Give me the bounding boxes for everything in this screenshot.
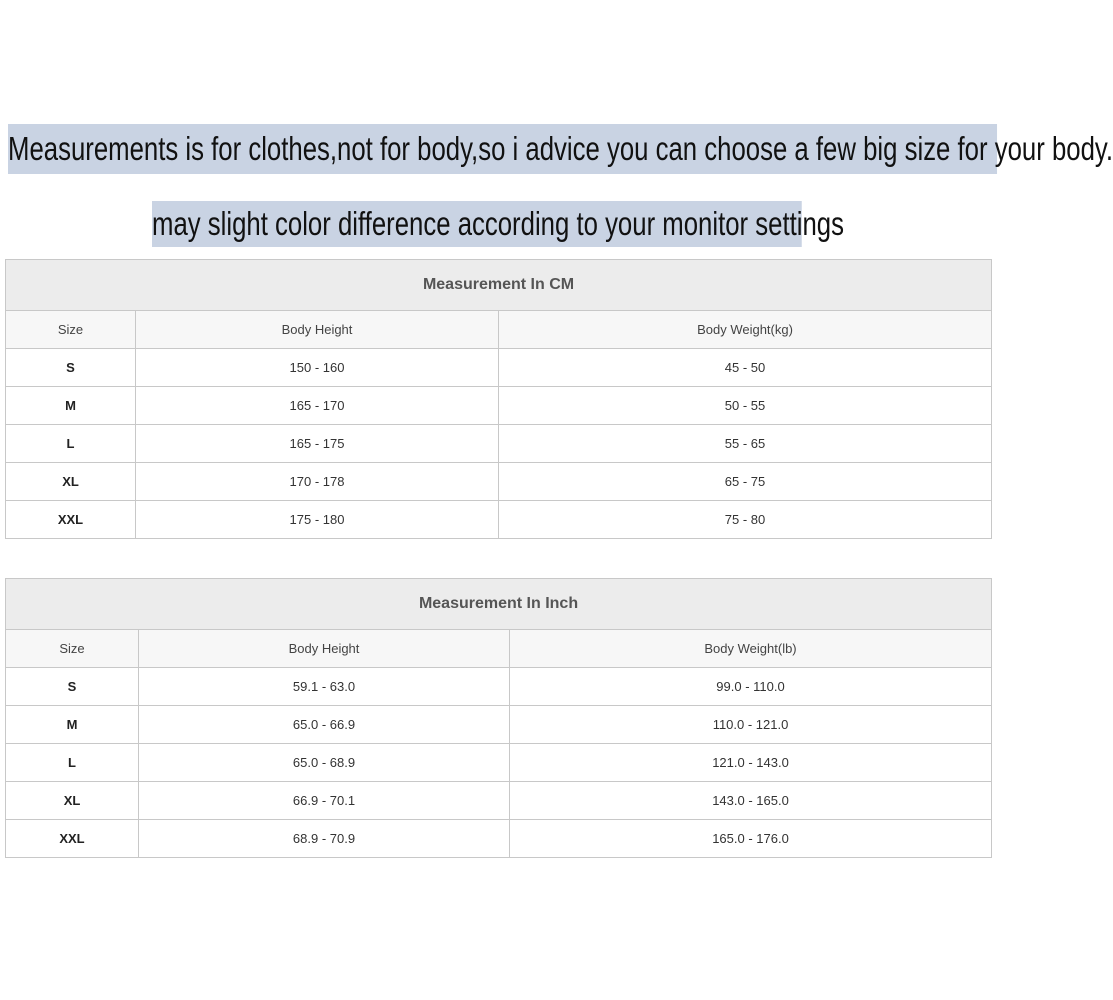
- body-weight-cell: 75 - 80: [499, 501, 992, 539]
- table-row: [6, 501, 992, 539]
- body-height-cell: 165 - 170: [136, 387, 499, 425]
- measurement-inch-table: [5, 578, 992, 858]
- size-cell: XXL: [6, 501, 136, 539]
- table-row: [6, 782, 992, 820]
- body-weight-cell: 65 - 75: [499, 463, 992, 501]
- table-row: [6, 387, 992, 425]
- column-header-body-weight: Body Weight(kg): [499, 311, 992, 349]
- size-cell: XL: [6, 463, 136, 501]
- table-row: [6, 349, 992, 387]
- body-weight-cell: 99.0 - 110.0: [510, 668, 992, 706]
- body-height-cell: 65.0 - 68.9: [139, 744, 510, 782]
- body-weight-cell: 110.0 - 121.0: [510, 706, 992, 744]
- body-weight-cell: 121.0 - 143.0: [510, 744, 992, 782]
- body-weight-cell: 165.0 - 176.0: [510, 820, 992, 858]
- column-header-body-weight: Body Weight(lb): [510, 630, 992, 668]
- color-difference-note: may slight color difference according to your monitor settings: [152, 201, 802, 247]
- size-cell: S: [6, 668, 139, 706]
- measurement-cm-table: [5, 259, 992, 539]
- column-header-body-height: Body Height: [136, 311, 499, 349]
- table-header-row: [6, 311, 992, 349]
- size-cell: L: [6, 425, 136, 463]
- body-height-cell: 68.9 - 70.9: [139, 820, 510, 858]
- table-row: [6, 463, 992, 501]
- body-weight-cell: 45 - 50: [499, 349, 992, 387]
- size-cell: S: [6, 349, 136, 387]
- column-header-body-height: Body Height: [139, 630, 510, 668]
- body-height-cell: 165 - 175: [136, 425, 499, 463]
- body-weight-cell: 143.0 - 165.0: [510, 782, 992, 820]
- body-weight-cell: 55 - 65: [499, 425, 992, 463]
- table-row: [6, 820, 992, 858]
- table-header-row: [6, 630, 992, 668]
- table-row: [6, 706, 992, 744]
- body-height-cell: 150 - 160: [136, 349, 499, 387]
- sizing-advice-note: Measurements is for clothes,not for body,so i advice you can choose a few big size for your body.: [8, 124, 997, 174]
- table-caption: Measurement In Inch: [6, 579, 992, 630]
- size-cell: M: [6, 706, 139, 744]
- size-cell: XL: [6, 782, 139, 820]
- body-height-cell: 170 - 178: [136, 463, 499, 501]
- size-cell: M: [6, 387, 136, 425]
- size-cell: XXL: [6, 820, 139, 858]
- column-header-size: Size: [6, 630, 139, 668]
- body-height-cell: 175 - 180: [136, 501, 499, 539]
- body-weight-cell: 50 - 55: [499, 387, 992, 425]
- column-header-size: Size: [6, 311, 136, 349]
- table-row: [6, 668, 992, 706]
- size-cell: L: [6, 744, 139, 782]
- body-height-cell: 59.1 - 63.0: [139, 668, 510, 706]
- body-height-cell: 66.9 - 70.1: [139, 782, 510, 820]
- table-row: [6, 744, 992, 782]
- table-row: [6, 425, 992, 463]
- table-caption: Measurement In CM: [6, 260, 992, 311]
- body-height-cell: 65.0 - 66.9: [139, 706, 510, 744]
